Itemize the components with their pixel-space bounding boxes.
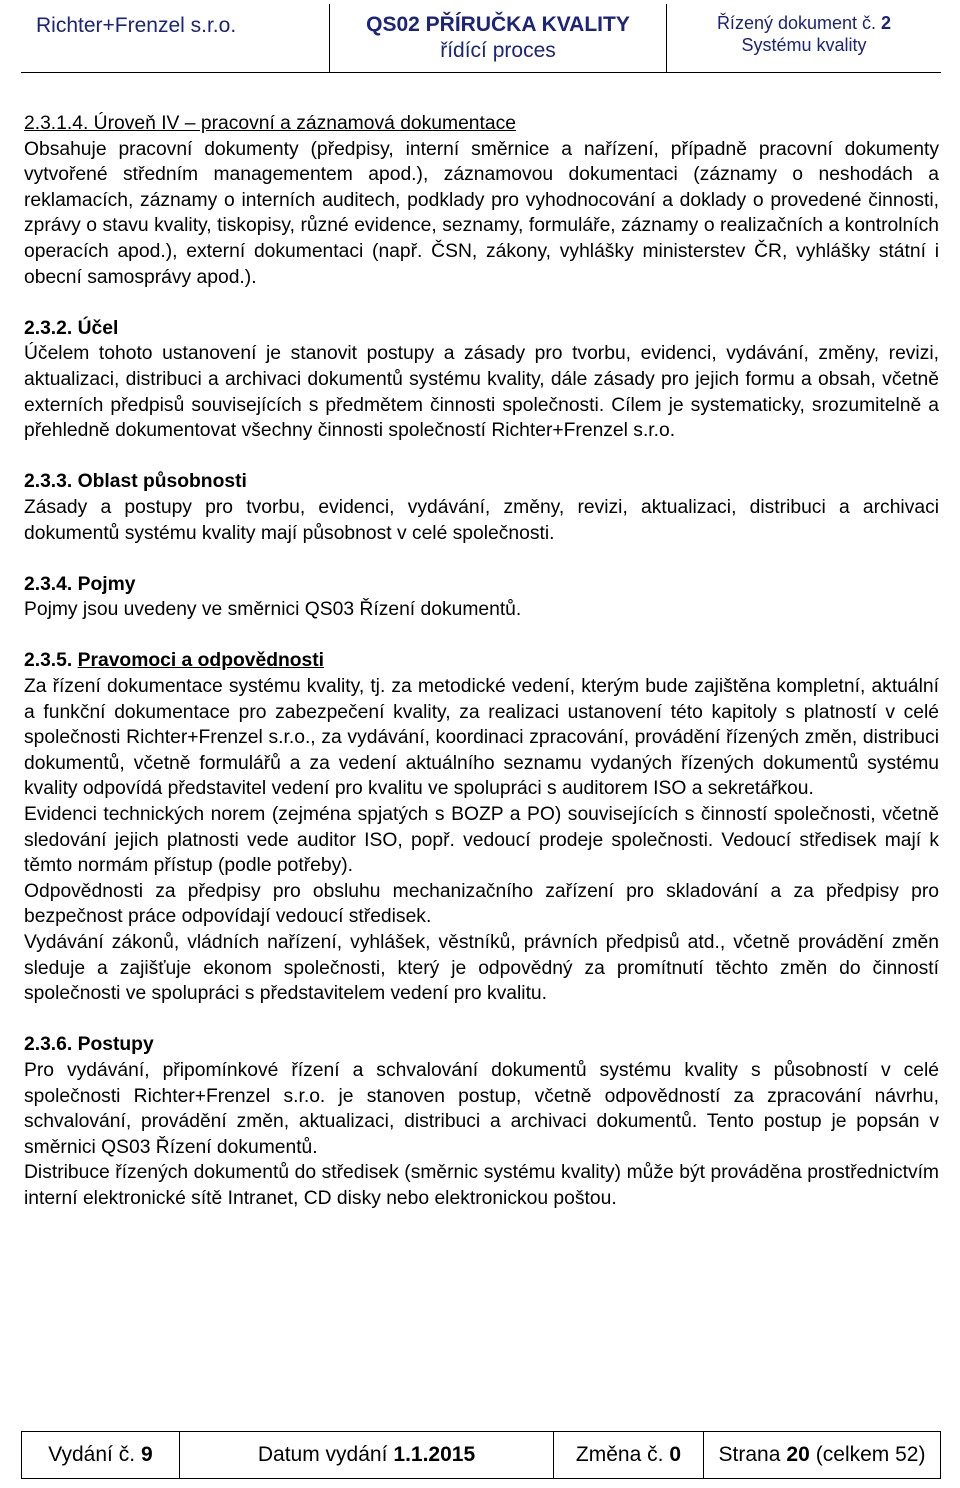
paragraph: Evidenci technických norem (zejména spjatých s BOZP a PO) souvisejících s činností společnosti, včetně sledování jejich platnosti vede auditor ISO, popř. vedoucí prodeje společnosti. Vedoucí středisek mají k těmto normám přístup (podle potřeby).	[24, 804, 939, 877]
paragraph: Účelem tohoto ustanovení je stanovit postupy a zásady pro tvorbu, evidenci, vydávání, změny, revizi, aktualizaci, distribuci a archivaci dokumentů systému kvality, dále zásady pro jejich formu a obsah, včetně externích předpisů souvisejících s předmětem činnosti společnosti. Cílem je systematicky, srozumitelně a přehledně dokumentovat všechny činnosti společností Richter+Frenzel s.r.o.	[24, 343, 939, 442]
section-heading	[24, 316, 939, 342]
heading-text: 2.3.1.4. Úroveň IV – pracovní a záznamová dokumentace	[24, 113, 516, 134]
change-label: Změna č.	[575, 1443, 664, 1466]
date-cell	[180, 1432, 554, 1478]
section-2-3-3	[24, 469, 939, 546]
paragraph: Za řízení dokumentace systému kvality, tj. za metodické vedení, kterým bude zajištěna kompletní, aktuální a funkční dokumentace pro zabezpečení kvality, za realizaci ustanovení této kapitoly s platností v celé společnosti Richter+Frenzel s.r.o., za vydávání, koordinaci zpracování, provádění řízených změn, distribuci dokumentů, včetně formulářů a za vedení aktuálního seznamu vydaných řízených dokumentů systému kvality odpovídá představitel vedení pro kvalitu ve spolupráci s auditorem ISO a sekretářkou.	[24, 676, 939, 800]
section-2-3-5	[24, 648, 939, 1006]
page-header	[21, 4, 941, 73]
section-title: Oblast působnosti	[77, 471, 247, 493]
section-number: 2.3.2.	[24, 317, 73, 339]
page-footer	[21, 1431, 941, 1479]
page-cell	[704, 1432, 940, 1478]
section-heading	[24, 1032, 939, 1058]
page-number: 20	[786, 1443, 810, 1466]
header-control-cell	[667, 4, 941, 72]
paragraph: Odpovědnosti za předpisy pro obsluhu mechanizačního zařízení pro skladování a za předpisy pro bezpečnost práce odpovídají vedoucí středisek.	[24, 880, 939, 928]
header-company-cell	[21, 4, 330, 72]
paragraph: Zásady a postupy pro tvorbu, evidenci, vydávání, změny, revizi, aktualizaci, distribuci a archivaci dokumentů systému kvality mají působnost v celé společnosti.	[24, 496, 939, 544]
edition-cell	[22, 1432, 180, 1478]
section-heading	[24, 648, 939, 674]
page-label: Strana	[718, 1443, 781, 1466]
company-name: Richter+Frenzel s.r.o.	[36, 14, 237, 37]
document-title: QS02 PŘÍRUČKA KVALITY	[366, 13, 630, 36]
paragraph: Pojmy jsou uvedeny ve směrnici QS03 Řízení dokumentů.	[24, 599, 522, 621]
section-heading	[24, 469, 939, 495]
section-heading	[24, 111, 939, 137]
section-title: Pojmy	[77, 573, 136, 595]
edition-value: 9	[141, 1443, 153, 1466]
section-number: 2.3.5.	[24, 650, 73, 672]
header-title-cell	[330, 4, 667, 72]
section-title: Pravomoci a odpovědnosti	[77, 650, 325, 672]
section-number: 2.3.6.	[24, 1034, 73, 1056]
paragraph: Pro vydávání, připomínkové řízení a schvalování dokumentů systému kvality s působností v celé společnosti Richter+Frenzel s.r.o. je stanoven postup, včetně odpovědností za zpracování návrhu, schvalování, provádění změn, aktualizaci, distribuci a archivaci dokumentů. Tento postup je popsán v směrnici QS03 Řízení dokumentů.	[24, 1059, 939, 1158]
edition-label: Vydání č.	[48, 1443, 136, 1466]
control-number: 2	[881, 13, 892, 33]
control-subtitle: Systému kvality	[741, 35, 867, 55]
document-subtitle: řídící proces	[440, 39, 556, 62]
date-value: 1.1.2015	[393, 1443, 476, 1466]
page-total: (celkem 52)	[815, 1443, 926, 1466]
document-body	[24, 111, 939, 1237]
paragraph: Distribuce řízených dokumentů do středisek (směrnic systému kvality) může být prováděna prostřednictvím interní elektronické sítě Intranet, CD disky nebo elektronickou poštou.	[24, 1162, 939, 1209]
section-heading	[24, 572, 939, 598]
section-title: Účel	[77, 317, 119, 339]
section-2-3-6	[24, 1032, 939, 1211]
section-2-3-1-4	[24, 111, 939, 290]
paragraph: Vydávání zákonů, vládních nařízení, vyhlášek, věstníků, právních předpisů atd., včetně provádění změn sleduje a zajišťuje ekonom společnosti, který je odpovědný za promítnutí těchto změn do činností společnosti ve spolupráci s představitelem vedení pro kvalitu.	[24, 932, 939, 1005]
section-number: 2.3.4.	[24, 573, 73, 595]
control-label: Řízený dokument č.	[716, 13, 877, 33]
controlled-document-label	[667, 12, 941, 34]
section-2-3-2	[24, 316, 939, 444]
date-label: Datum vydání	[257, 1443, 388, 1466]
section-number: 2.3.3.	[24, 471, 73, 493]
paragraph: Obsahuje pracovní dokumenty (předpisy, interní směrnice a nařízení, případně pracovní dokumenty vytvořené středním managementem apod.), záznamovou dokumentaci (záznamy o neshodách a reklamacích, záznamy o interních auditech, podklady pro vyhodnocování a doklady o provedené činnosti, zprávy o stavu kvality, tiskopisy, různé evidence, seznamy, formuláře, záznamy o realizačních a kontrolních operacích apod.), externí dokumentaci (např. ČSN, zákony, vyhlášky ministerstev ČR, vyhlášky státní i obecní samosprávy apod.).	[24, 138, 939, 288]
section-title: Postupy	[77, 1034, 154, 1056]
change-cell	[554, 1432, 704, 1478]
change-value: 0	[669, 1443, 682, 1466]
section-2-3-4	[24, 572, 939, 623]
